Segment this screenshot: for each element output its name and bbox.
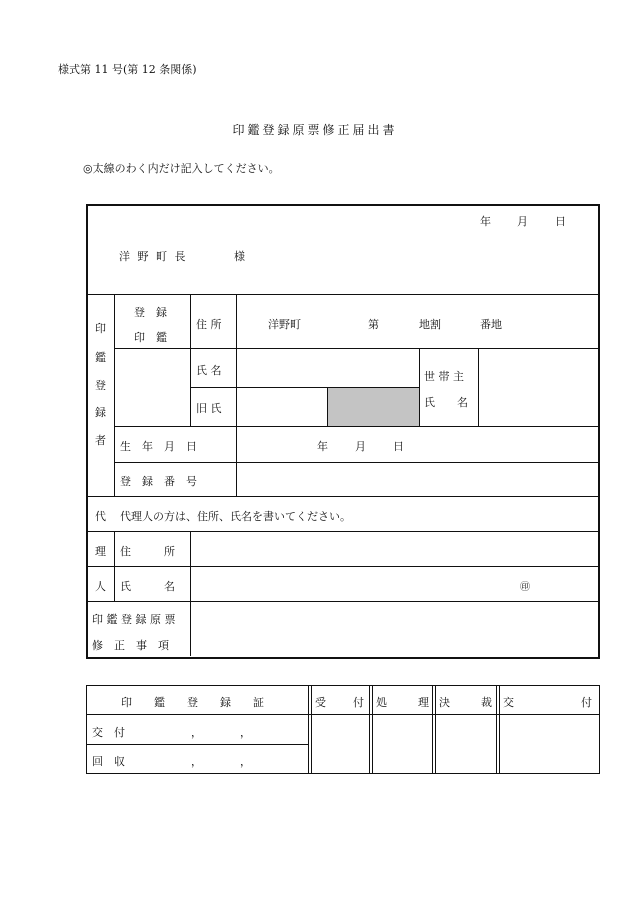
agent-label-char: 人 — [95, 580, 106, 593]
collect-label: 回 収 — [92, 755, 125, 768]
household-head-label: 氏 名 — [424, 396, 468, 409]
application-form — [86, 204, 600, 659]
office-use-table — [86, 685, 600, 774]
address-label: 住 所 — [196, 318, 222, 331]
registrant-label-char: 者 — [95, 434, 106, 447]
household-head-label: 世 帯 主 — [424, 370, 464, 383]
agent-instruction: 代理人の方は、住所、氏名を書いてください。 — [120, 510, 351, 523]
reception-label: 付 — [353, 696, 364, 709]
addressee-honorific: 様 — [234, 250, 245, 263]
agent-name-label: 氏 名 — [120, 580, 175, 593]
registrant-label-char: 録 — [95, 406, 106, 419]
correction-items-label: 修 正 事 項 — [92, 639, 169, 652]
date-month-label: 月 — [517, 215, 528, 228]
delivery-label: 交 — [503, 696, 514, 709]
document-title: 印鑑登録原票修正届出書 — [232, 123, 398, 137]
address-banchi: 番地 — [480, 318, 502, 331]
date-year-label: 年 — [480, 215, 491, 228]
former-name-label: 旧 氏 — [196, 402, 222, 415]
delivery-label: 付 — [581, 696, 592, 709]
form-number: 様式第 11 号(第 12 条関係) — [58, 63, 197, 76]
address-town: 洋野町 — [268, 318, 301, 331]
collect-date-dot: ， — [240, 755, 251, 768]
agent-label-char: 理 — [95, 545, 106, 558]
collect-date-dot: ， — [191, 755, 202, 768]
date-day-label: 日 — [555, 215, 566, 228]
approval-label: 裁 — [481, 696, 492, 709]
birth-date-label: 生 年 月 日 — [120, 440, 197, 453]
registrant-label-char: 登 — [95, 379, 106, 392]
address-chiwari: 地割 — [419, 318, 441, 331]
issue-label: 交 付 — [92, 726, 125, 739]
reception-label: 受 — [315, 696, 326, 709]
registered-seal-label: 印 鑑 — [134, 331, 167, 344]
seal-certificate-label: 印 鑑 登 録 証 — [121, 696, 264, 709]
agent-address-label: 住 所 — [120, 545, 175, 558]
address-dai: 第 — [368, 318, 379, 331]
birth-month-label: 月 — [355, 440, 366, 453]
registrant-label-char: 鑑 — [95, 351, 106, 364]
addressee: 洋 野 町 長 — [119, 250, 188, 263]
approval-label: 決 — [439, 696, 450, 709]
issue-date-dot: ， — [191, 726, 202, 739]
shaded-cell — [328, 388, 419, 426]
registered-seal-label: 登 録 — [134, 306, 167, 319]
birth-day-label: 日 — [393, 440, 404, 453]
name-label: 氏 名 — [196, 364, 222, 377]
seal-mark: ㊞ — [520, 582, 530, 593]
registrant-label-char: 印 — [95, 322, 106, 335]
correction-items-label: 印 鑑 登 録 原 票 — [92, 613, 176, 626]
processing-label: 理 — [418, 696, 429, 709]
issue-date-dot: ， — [240, 726, 251, 739]
birth-year-label: 年 — [317, 440, 328, 453]
processing-label: 処 — [376, 696, 387, 709]
agent-label-char: 代 — [95, 510, 106, 523]
registration-number-label: 登 録 番 号 — [120, 475, 197, 488]
instruction-text: ◎太線のわく内だけ記入してください。 — [83, 162, 280, 175]
